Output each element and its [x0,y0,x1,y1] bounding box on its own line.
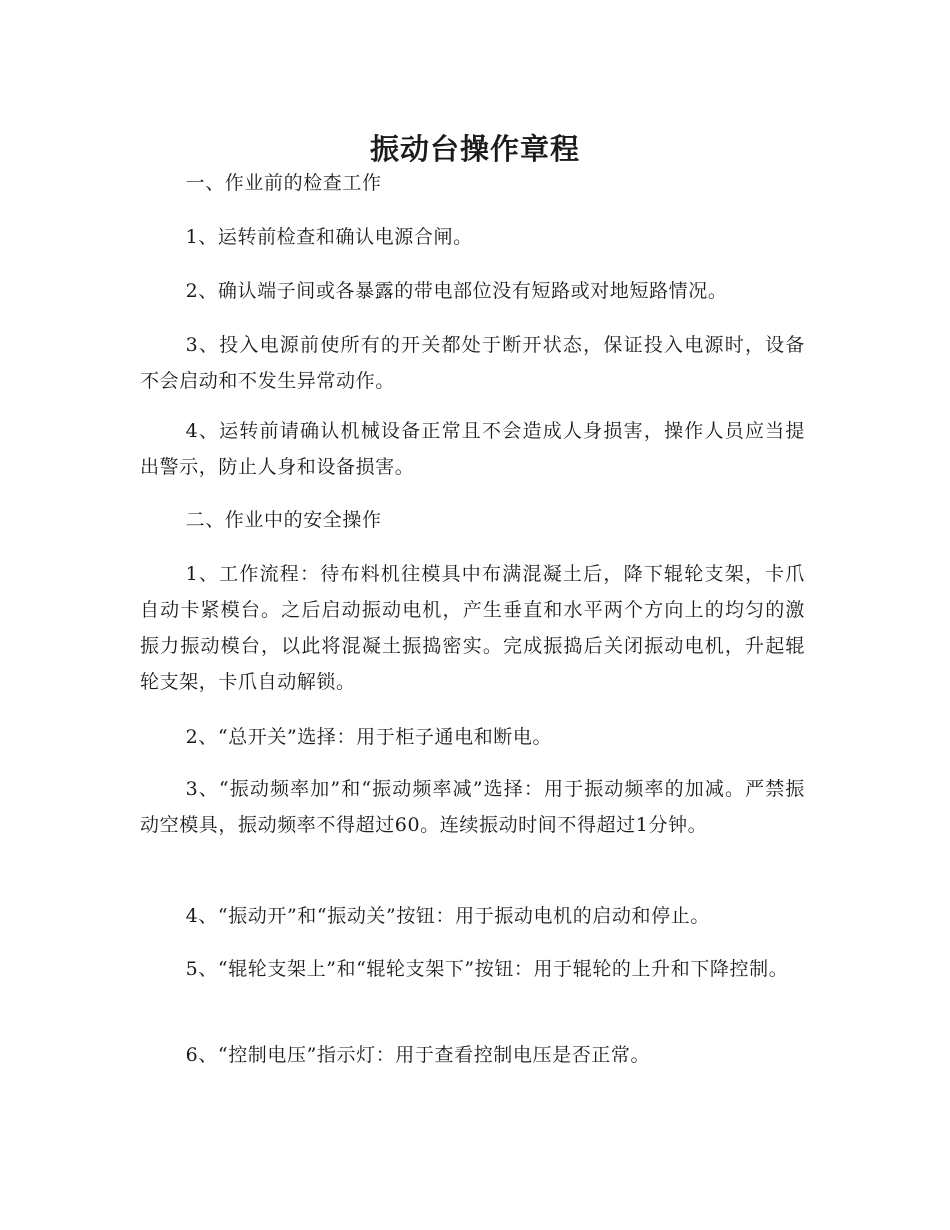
paragraph-pre-4: 4、运转前请确认机械设备正常且不会造成人身损害，操作人员应当提出警示，防止人身和设备损害。 [140,420,805,478]
paragraph-pre-2: 2、确认端子间或各暴露的带电部位没有短路或对地短路情况。 [185,280,728,302]
paragraph-op-6: 6、“控制电压”指示灯：用于查看控制电压是否正常。 [185,1044,651,1066]
document-title: 振动台操作章程 [369,132,580,167]
section-heading-pre-work-check: 一、作业前的检查工作 [185,172,382,194]
paragraph-op-3: 3、“振动频率加”和“振动频率减”选择：用于振动频率的加减。严禁振动空模具，振动频率不得超过60。连续振动时间不得超过1分钟。 [140,778,805,836]
paragraph-op-2: 2、“总开关”选择：用于柜子通电和断电。 [185,726,553,748]
section-heading-in-work-safety: 二、作业中的安全操作 [185,509,382,531]
paragraph-op-1: 1、工作流程：待布料机往模具中布满混凝土后，降下辊轮支架，卡爪自动卡紧模台。之后启动振动电机，产生垂直和水平两个方向上的均匀的激振力振动模台，以此将混凝土振捣密实。完成振捣后关闭振动电机，升起辊轮支架，卡爪自动解锁。 [140,563,805,693]
paragraph-op-4: 4、“振动开”和“振动关”按钮：用于振动电机的启动和停止。 [185,905,710,927]
paragraph-pre-3: 3、投入电源前使所有的开关都处于断开状态，保证投入电源时，设备不会启动和不发生异常动作。 [140,334,805,392]
paragraph-pre-1: 1、运转前检查和确认电源合闸。 [185,226,473,248]
paragraph-op-5: 5、“辊轮支架上”和“辊轮支架下”按钮：用于辊轮的上升和下降控制。 [185,958,789,980]
